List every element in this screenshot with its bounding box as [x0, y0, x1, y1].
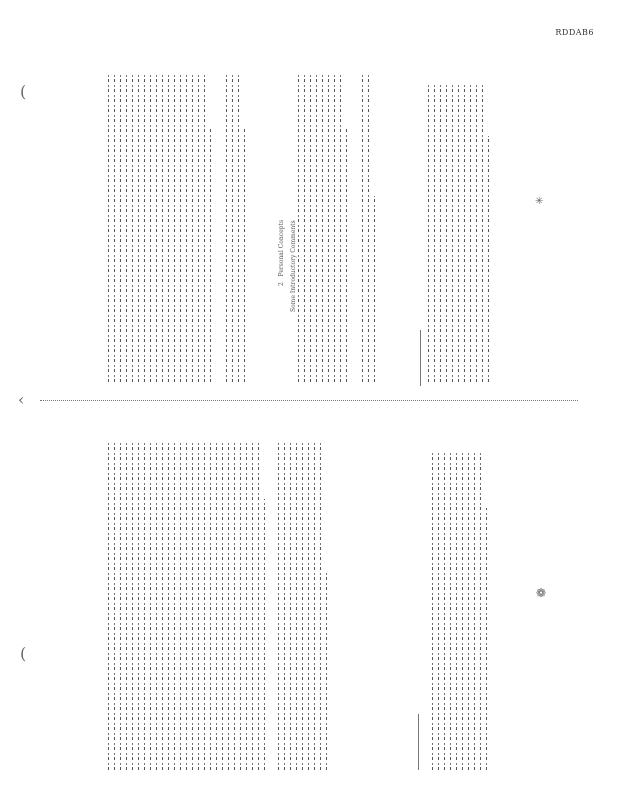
- page-fold-mark-icon: ‹: [18, 390, 25, 409]
- hole-punch-mark-icon: ❁: [536, 586, 547, 600]
- subsection-heading: Some Introductory Comments: [290, 220, 297, 312]
- page-fold-mark-icon: (: [20, 82, 27, 101]
- page-fold-mark-icon: (: [20, 644, 27, 663]
- upper-text-block-2: [298, 72, 380, 382]
- hole-punch-mark-icon: ✳: [535, 196, 544, 207]
- upper-footnotes: [428, 82, 494, 382]
- footnote-rule: [420, 330, 421, 386]
- document-id: RDDAB6: [555, 28, 594, 37]
- lower-footnotes: [432, 450, 492, 770]
- lower-text-block: [108, 440, 332, 770]
- page-fold-divider: [40, 400, 578, 401]
- footnote-rule: [418, 714, 419, 770]
- upper-text-block: [108, 72, 250, 382]
- section-heading: 2 Personal Concepts: [278, 219, 285, 286]
